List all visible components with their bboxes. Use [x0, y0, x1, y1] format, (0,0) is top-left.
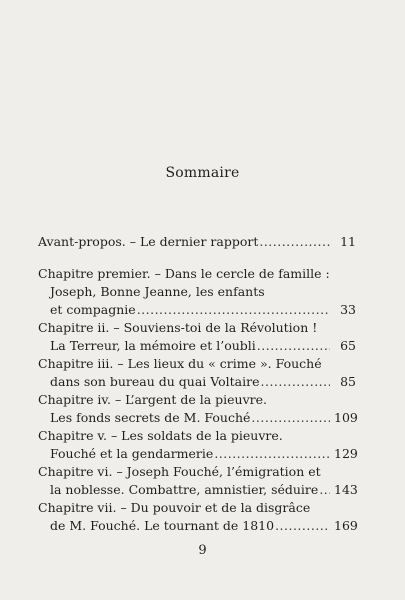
toc-entry [38, 265, 356, 319]
table-of-contents [38, 233, 356, 535]
toc-line: Chapitre iv. – L’argent de la pieuvre. [38, 392, 267, 407]
toc-entry [38, 355, 356, 391]
toc-line: Joseph, Bonne Jeanne, les enfants [50, 284, 265, 299]
dot-leader [261, 373, 330, 391]
toc-entry-text: Fouché et la gendarmerie [50, 446, 214, 461]
toc-line [38, 337, 356, 355]
toc-line [38, 233, 356, 251]
toc-page-number: 85 [340, 374, 356, 389]
toc-entry-text: Les fonds secrets de M. Fouché [50, 410, 251, 425]
toc-entry [38, 427, 356, 463]
dot-leader [251, 409, 330, 427]
toc-line [38, 517, 356, 535]
toc-page-number: 143 [334, 482, 358, 497]
toc-line: Chapitre ii. – Souviens-toi de la Révolution ! [38, 320, 318, 335]
dot-leader [257, 337, 330, 355]
toc-line: Chapitre vii. – Du pouvoir et de la disgrâce [38, 500, 311, 515]
dot-leader [137, 301, 330, 319]
toc-page-number: 109 [334, 410, 358, 425]
page-title: Sommaire [165, 165, 240, 181]
toc-page-number: 33 [340, 302, 356, 317]
toc-entry [38, 463, 356, 499]
dot-leader [259, 233, 330, 251]
toc-page-number: 11 [340, 234, 356, 249]
toc-entry [38, 499, 356, 535]
toc-page-number: 65 [340, 338, 356, 353]
toc-entry-text: dans son bureau du quai Voltaire [50, 374, 260, 389]
dot-leader [275, 517, 330, 535]
toc-entry-text: de M. Fouché. Le tournant de 1810 [50, 518, 275, 533]
dot-leader [319, 481, 330, 499]
toc-line: Chapitre premier. – Dans le cercle de famille : [38, 266, 330, 281]
toc-line [38, 373, 356, 391]
toc-entry-text: La Terreur, la mémoire et l’oubli [50, 338, 256, 353]
dot-leader [214, 445, 330, 463]
toc-entry [38, 319, 356, 355]
toc-line: Chapitre iii. – Les lieux du « crime ». Fouché [38, 356, 322, 371]
toc-line: Chapitre vi. – Joseph Fouché, l’émigration et [38, 464, 321, 479]
toc-page-number: 169 [334, 518, 358, 533]
toc-line [38, 301, 356, 319]
toc-line [38, 409, 356, 427]
toc-line [38, 445, 356, 463]
toc-entry [38, 233, 356, 251]
toc-entry-text: la noblesse. Combattre, amnistier, séduire [50, 482, 319, 497]
toc-entry-text: et compagnie [50, 302, 136, 317]
page-number: 9 [198, 543, 207, 558]
toc-page-number: 129 [334, 446, 358, 461]
toc-entry-text: Avant-propos. – Le dernier rapport [38, 234, 259, 249]
toc-line: Chapitre v. – Les soldats de la pieuvre. [38, 428, 283, 443]
toc-entry [38, 391, 356, 427]
toc-line [38, 481, 356, 499]
